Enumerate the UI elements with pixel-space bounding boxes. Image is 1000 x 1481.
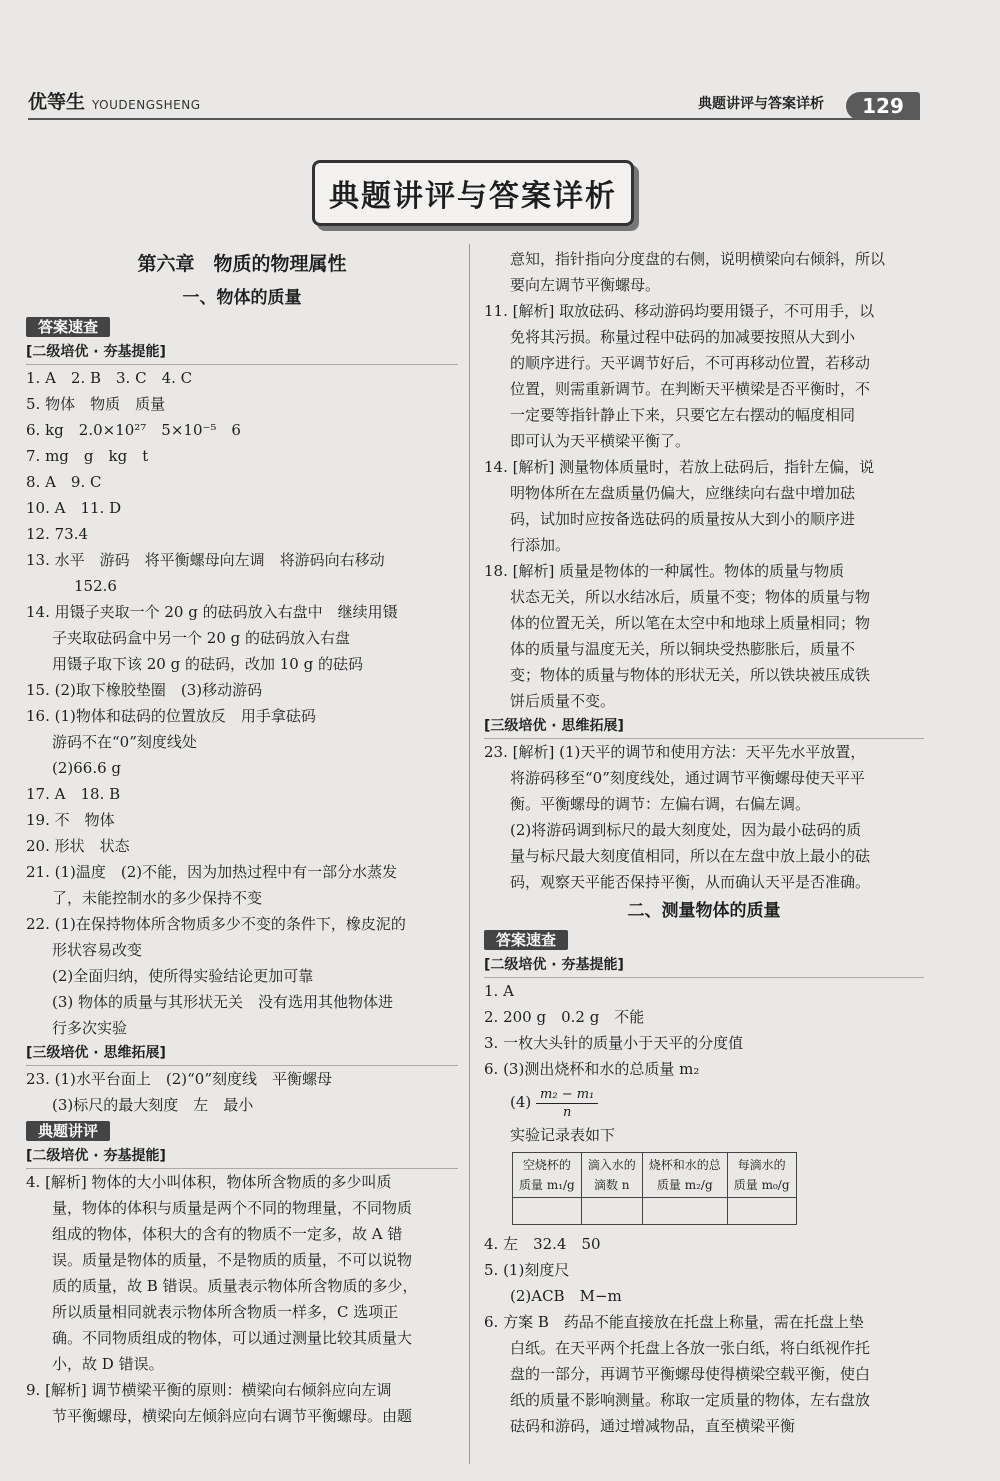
right-column [484,246,924,1439]
review-line: 即可认为天平横梁平衡了。 [510,432,691,450]
page-header [28,92,920,120]
table-header-cell [581,1153,642,1198]
review-line: 11. [解析] 取放砝码、移动游码均要用镊子，不可用手，以 [484,302,875,320]
answer-line: 纸的质量不影响测量。称取一定质量的物体，左右盘放 [510,1391,871,1409]
review-line: 码，试加时应按备选砝码的质量按从大到小的顺序进 [510,510,856,528]
review-paragraph-4 [26,1169,458,1377]
table-cell [513,1198,582,1225]
section-title: 一、物体的质量 [182,288,302,308]
review-line: 节平衡螺母，横梁向左倾斜应向右调节平衡螺母。由题 [52,1407,413,1425]
answer-line: 1. A [484,982,514,1000]
review-paragraph-9 [26,1377,458,1429]
review-line: 意知，指针指向分度盘的右侧，说明横梁向右倾斜，所以 [510,250,886,268]
review-line: 明物体所在左盘质量仍偏大，应继续向右盘中增加砝 [510,484,856,502]
review-line: 将游码移至“0”刻度线处，通过调节平衡螺母使天平平 [510,769,865,787]
column-divider [469,244,470,1464]
review-line: 18. [解析] 质量是物体的一种属性。物体的质量与物质 [484,562,845,580]
review-line: 一定要等指针静止下来，只要它左右摆动的幅度相同 [510,406,856,424]
table-row [513,1153,797,1198]
answer-line: 10. A 11. D [26,499,122,517]
formula-line [484,1082,924,1122]
review-line: 变；物体的质量与物体的形状无关，所以铁块被压成铁 [510,666,871,684]
answer-line: 5. 物体 物质 质量 [26,395,166,413]
review-line: 9. [解析] 调节横梁平衡的原则：横梁向右倾斜应向左调 [26,1381,392,1399]
answer-line: 6. 方案 B 药品不能直接放在托盘上称量，需在托盘上垫 [484,1313,864,1331]
header-text: 滴数 n [593,1178,630,1192]
main-title: 典题讲评与答案详析 [329,179,617,214]
review-line: 行添加。 [510,536,571,554]
review-line: 4. [解析] 物体的大小叫体积，物体所含物质的多少叫质 [26,1173,392,1191]
fraction [536,1086,598,1121]
table-cell [581,1198,642,1225]
answers-tag: 答案速查 [26,317,110,337]
answer-line: 6. kg 2.0×10²⁷ 5×10⁻⁵ 6 [26,421,241,439]
running-title: 典题讲评与答案详析 [698,96,824,112]
fraction-denominator: n [562,1104,572,1120]
answer-line: 21. (1)温度 (2)不能，因为加热过程中有一部分水蒸发 [26,863,398,881]
level-heading: [三级培优 · 思维拓展] [484,714,924,739]
review-line: 误。质量是物体的质量，不是物质的质量，不可以说物 [52,1251,413,1269]
level-heading: [二级培优 · 夯基提能] [26,340,458,365]
review-line: 所以质量相同就表示物体所含物质一样多，C 选项正 [52,1303,399,1321]
review-line: 体的位置无关，所以笔在太空中和地球上质量相同；物 [510,614,871,632]
answer-line: 12. 73.4 [26,525,89,543]
table-cell [727,1198,796,1225]
answer-line: (2)ACB M−m [510,1287,622,1305]
answer-line: 8. A 9. C [26,473,102,491]
answer-line: 20. 形状 状态 [26,837,130,855]
review-line: 饼后质量不变。 [510,692,616,710]
answer-line: 19. 不 物体 [26,811,115,829]
answer-line: 4. 左 32.4 50 [484,1235,601,1253]
answer-line: 16. (1)物体和砝码的位置放反 用手拿砝码 [26,707,316,725]
table-header-cell [642,1153,727,1198]
answer-line: 盘的一部分，再调节平衡螺母使得横梁空载平衡，使白 [510,1365,871,1383]
chapter-title: 第六章 物质的物理属性 [137,253,347,275]
answer-line: 2. 200 g 0.2 g 不能 [484,1008,645,1026]
review-paragraph-18 [484,558,924,714]
answer-line: 17. A 18. B [26,785,121,803]
review-line: 组成的物体，体积大的含有的物质不一定多，故 A 错 [52,1225,403,1243]
brand-pinyin: YOUDENGSHENG [92,98,201,112]
table-caption: 实验记录表如下 [510,1126,616,1144]
review-line: 免将其污损。称量过程中砝码的加减要按照从大到小 [510,328,856,346]
review-line: 状态无关，所以水结冰后，质量不变；物体的质量与物 [510,588,871,606]
header-text: 滴入水的 [587,1158,636,1172]
header-text: 烧杯和水的总 [648,1158,721,1172]
answer-line: 15. (2)取下橡胶垫圈 (3)移动游码 [26,681,263,699]
level-heading: [二级培优 · 夯基提能] [26,1144,458,1169]
review-line: 23. [解析] (1)天平的调节和使用方法：天平先水平放置， [484,743,866,761]
left-column [26,246,458,1429]
answer-line: 5. (1)刻度尺 [484,1261,570,1279]
continued-paragraph [484,246,924,298]
answer-line: 砝码和游码，通过增减物品，直至横梁平衡 [510,1417,796,1435]
answer-paragraph-6 [484,1309,924,1439]
answer-line: 14. 用镊子夹取一个 20 g 的砝码放入右盘中 继续用镊 [26,603,398,621]
answer-line: (2)66.6 g [52,759,122,777]
table-cell [642,1198,727,1225]
header-text: 质量 m₁/g [519,1178,575,1192]
review-line: 体的质量与温度无关，所以铜块受热膨胀后，质量不 [510,640,856,658]
review-paragraph-23 [484,739,924,895]
answer-line: 形状容易改变 [52,941,143,959]
table-header-cell [727,1153,796,1198]
header-text: 质量 m₂/g [656,1178,713,1192]
review-line: 14. [解析] 测量物体质量时，若放上砝码后，指针左偏，说 [484,458,875,476]
section-title: 二、测量物体的质量 [627,901,781,921]
review-line: 衡。平衡螺母的调节：左偏右调，右偏左调。 [510,795,811,813]
header-text: 空烧杯的 [522,1158,571,1172]
answer-line: 23. (1)水平台面上 (2)“0”刻度线 平衡螺母 [26,1070,333,1088]
main-title-box [312,160,634,226]
review-line: 确。不同物质组成的物体，可以通过测量比较其质量大 [52,1329,413,1347]
header-text: 质量 m₀/g [733,1178,790,1192]
review-line: 位置，则需重新调节。在判断天平横梁是否平衡时，不 [510,380,871,398]
answer-line: (3) 物体的质量与其形状无关 没有选用其他物体进 [52,993,394,1011]
table-header-cell [513,1153,582,1198]
answer-line: 用镊子取下该 20 g 的砝码，改加 10 g 的砝码 [52,655,363,673]
review-line: 质的质量，故 B 错误。质量表示物体所含物质的多少， [52,1277,418,1295]
answer-line: 了，未能控制水的多少保持不变 [52,889,263,907]
review-line: 要向左调节平衡螺母。 [510,276,661,294]
review-paragraph-14 [484,454,924,558]
page-number: 129 [846,92,920,120]
review-line: 的顺序进行。天平调节好后，不可再移动位置，若移动 [510,354,871,372]
review-line: (2)将游码调到标尺的最大刻度处，因为最小砝码的质 [510,821,862,839]
review-paragraph-11 [484,298,924,454]
answer-line: 6. (3)测出烧杯和水的总质量 m₂ [484,1060,700,1078]
review-line: 量与标尺最大刻度值相同，所以在左盘中放上最小的砝 [510,847,871,865]
review-line: 码，观察天平能否保持平衡，从而确认天平是否准确。 [510,873,871,891]
level-heading: [三级培优 · 思维拓展] [26,1041,458,1066]
answer-line: 7. mg g kg t [26,447,149,465]
answer-line: 1. A 2. B 3. C 4. C [26,369,193,387]
answer-line: 22. (1)在保持物体所含物质多少不变的条件下，橡皮泥的 [26,915,406,933]
level-heading: [二级培优 · 夯基提能] [484,953,924,978]
answer-line: 子夹取砝码盒中另一个 20 g 的砝码放入右盘 [52,629,350,647]
record-table [512,1152,797,1225]
answer-line: 152.6 [74,577,117,595]
answer-line: 白纸。在天平两个托盘上各放一张白纸，将白纸视作托 [510,1339,871,1357]
answer-line: 13. 水平 游码 将平衡螺母向左调 将游码向右移动 [26,551,385,569]
review-line: 小，故 D 错误。 [52,1355,164,1373]
fraction-numerator: m₂ − m₁ [536,1086,598,1104]
table-row [513,1198,797,1225]
header-text: 每滴水的 [737,1158,786,1172]
answer-line: 行多次实验 [52,1019,128,1037]
answers-tag: 答案速查 [484,930,568,950]
review-line: 量，物体的体积与质量是两个不同的物理量，不同物质 [52,1199,413,1217]
formula-prefix: (4) [510,1093,532,1111]
answer-line: (2)全面归纳，使所得实验结论更加可靠 [52,967,314,985]
answer-line: (3)标尺的最大刻度 左 最小 [52,1096,254,1114]
review-tag: 典题讲评 [26,1121,110,1141]
brand-name: 优等生 [28,91,86,113]
answer-line: 游码不在“0”刻度线处 [52,733,197,751]
answer-line: 3. 一枚大头针的质量小于天平的分度值 [484,1034,744,1052]
